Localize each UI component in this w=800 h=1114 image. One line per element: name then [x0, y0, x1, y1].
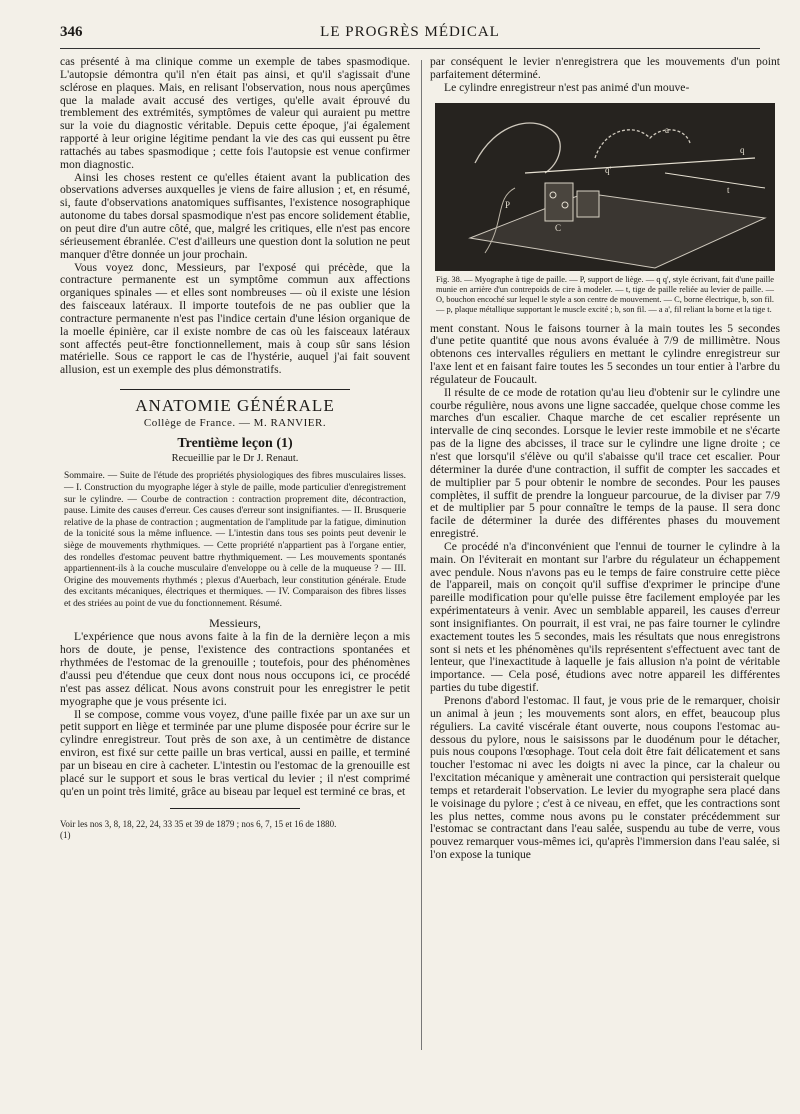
lecture-title: Trentième leçon (1): [177, 435, 293, 451]
figure-caption: Fig. 38. — Myographe à tige de paille. — P, support de liège. — q q', style écrivant, fait d'une paille munie en arrière d'un contrepoids de cire à modeler. — t, tige de paille reliée au levier de paille. — O, bouchon encoché sur lequel le style a son centre de mouvement. — C, borne électrique, b, son fil. — p, plaque métallique supportant le muscle excité ; b, son fil. — a a', fil reliant la borne et la tige t.: [436, 274, 774, 314]
myograph-figure: [435, 103, 775, 271]
right-column: [430, 56, 780, 862]
figure-label: a: [665, 124, 669, 135]
page-header: [60, 22, 760, 49]
figure-label: t: [727, 184, 730, 195]
section-rule: [120, 389, 350, 390]
paragraph: L'expérience que nous avons faite à la fin de la dernière leçon a mis hors de doute, je pense, l'existence des contractions spontanées et rhythmées de l'estomac de la grenouille ; toutefois, pour des phénomènes d'aussi peu d'étendue que ceux dont nous nous occupons ici, ce procédé n'est pas assez délicat. Nous avons construit pour les enregistrer le petit myographe que je vous présente ici.: [60, 630, 410, 708]
paragraph: Vous voyez donc, Messieurs, par l'exposé qui précède, que la contracture permanente est un symptôme commun aux affections organiques spinales — et elles sont nombreuses — où il existe une lésion des faisceaux latéraux. Il importe toutefois de ne pas oublier que la contracture permanente n'est pas l'indice certain d'une lésion organique de la moelle épinière, car il existe nombre de cas où les faisceaux latéraux sont affectés peut-être fonctionnellement, mais à coup sûr sans lésion matérielle. Sous ce rapport le cas de l'hystérie, auquel j'ai fait souvent allusion, est un exemple des plus démonstratifs.: [60, 260, 410, 377]
salutation: Messieurs,: [209, 615, 261, 630]
myograph-illustration: [435, 103, 775, 271]
figure-label: q': [605, 164, 612, 175]
paragraph: Ainsi les choses restent ce qu'elles étaient avant la publication des observations adverses auxquelles je viens de faire allusion ; et, en résumé, si, faute d'observations anatomiques suffisantes, l'existence nosographique autonome du tabes dorsal spasmodique n'est pas encore solidement établie, on peut dire d'un autre côté, que, malgré les critiques, elle n'est pas encore sérieusement ébranlée. C'est d'ailleurs une question dont la solution ne peut manquer d'être donnée un jour prochain.: [60, 170, 410, 261]
paragraph: Il se compose, comme vous voyez, d'une paille fixée par un axe sur un petit support en liège et terminée par une plume disposée pour écrire sur le cylindre enregistreur. Tout près de son axe, à un centimètre de distance environ, est fixé sur cette paille un bras vertical, aussi en paille, et terminé par un biseau en cire à cacheter. L'intestin ou l'estomac de la grenouille est placé sur le support et sous le bras vertical du levier ; il n'est comprimé qu'en un point très limité, grâce au biseau par lequel est terminé ce bras, et: [60, 707, 410, 798]
running-title: LE PROGRÈS MÉDICAL: [320, 24, 500, 40]
figure-label: C: [555, 222, 562, 233]
page-number: 346: [60, 24, 83, 40]
footnote-text: Voir les nos 3, 8, 18, 22, 24, 33 35 et 39 de 1879 ; nos 6, 7, 15 et 16 de 1880.: [60, 819, 337, 830]
section-title: ANATOMIE GÉNÉRALE: [135, 396, 335, 416]
left-column: [60, 56, 410, 841]
figure-label: P: [505, 199, 511, 210]
figure-label: q: [740, 144, 745, 155]
college-line: Collège de France. — M. RANVIER.: [143, 416, 327, 429]
paragraph: ment constant. Nous le faisons tourner à la main toutes les 5 secondes d'une petite quantité que nous avons évaluée à 7/9 de millimètre. Nous obtenons ces intervalles réguliers en mettant le cylindre enregistreur sur l'axe lent et en faisant faire toutes les 5 secondes un tour entier à l'arbre du régulateur de Foucault.: [430, 321, 780, 386]
paragraph: Prenons d'abord l'estomac. Il faut, je vous prie de le remarquer, choisir un animal à jeun ; les mouvements sont alors, en effet, beaucoup plus réguliers. La cavité viscérale étant ouverte, nous coupons l'estomac au-dessous du pylore, nous le saisissons par le duodénum pour le détacher, puis nous coupons l'œsophage. Tout cela doit être fait délicatement et sans toucher l'estomac ni avec les doigts ni avec la pince, car la chaleur ou l'excitation mécanique y amènerait une contraction qui persisterait quelque temps et retarderait l'observation. Le levier du myographe sera placé dans le voisinage du pylore ; c'est à ce niveau, en effet, que les contractions sont les plus nettes, comme nous avons pu le constater précédemment sur l'estomac se contractant dans l'eau salée, suspendu au tube de verre, vous pouvez remarquer vous-mêmes ici, qu'après l'immersion dans l'eau salée, si l'on expose la tunique: [430, 694, 780, 862]
footnote: [60, 819, 410, 841]
paragraph: Il résulte de ce mode de rotation qu'au lieu d'obtenir sur le cylindre une courbe régulière, nous avons une ligne saccadée, quelque chose comme les marches d'un escalier. Chaque marche de cet escalier représente un intervalle de cinq secondes. Lorsque le levier reste immobile et ne s'écarte pas de la ligne des abcisses, il trace sur le cylindre une ligne droite ; ce n'est que lorsqu'il s'élève ou qu'il s'abaisse qu'il trace cet escalier. Pour déterminer la durée d'une contraction, il suffit de compter les saccades et de multiplier par 5 pour obtenir le nombre de secondes. Pour les pauses complètes, il suffit de prendre la longueur parcourue, de la diviser par 7/9 et de multiplier par 5 pour connaître le temps de la pause. Il sera donc facile de déterminer la durée des différentes phases du mouvement enregistré.: [430, 385, 780, 541]
footnote-rule: [170, 808, 300, 809]
paragraph: Ce procédé n'a d'inconvénient que l'ennui de tourner le cylindre à la main. On l'éviterait en montant sur l'arbre du régulateur un échappement avec pendule. Nous n'avons pas eu le temps de faire construire cette pièce de l'appareil, mais on conçoit qu'il suffise d'exprimer le principe d'une pareille modification pour qu'elle puisse être facilement employée par les expérimentateurs à venir. Avec un semblable appareil, les causes d'erreur sont insignifiantes. On pourrait, il est vrai, ne pas faire tourner le cylindre exactement toutes les 5 secondes, mais les résultats que nous enregistrons sont si nets et les phénomènes qu'ils représentent s'effectuent avec tant de lenteur, que l'inexactitude à laquelle je fais allusion n'a point de véritable importance. — Cela posé, étudions avec notre appareil les différentes parties du tube digestif.: [430, 539, 780, 695]
column-divider: [421, 60, 422, 1050]
paragraph: Le cylindre enregistreur n'est pas animé d'un mouve-: [444, 80, 690, 94]
footnote-mark: (1): [60, 830, 71, 841]
recorder-line: Recueillie par le Dr J. Renaut.: [171, 452, 299, 464]
summary: Sommaire. — Suite de l'étude des propriétés physiologiques des fibres musculaires lisses. — I. Construction du myographe léger à style de paille, mode particulier d'enregistrement sur le cylindre. — Courbe de contraction : contraction proprement dite, décontraction, pause. Limite des causes d'erreur. Ces causes d'erreur sont insignifiantes. — II. Brusquerie relative de la phase de contraction ; augmentation de l'amplitude par la fatigue, diminution de la tonicité sous la même influence. — L'intestin dans tous ses points peut devenir le siège de mouvements rhythmiques. — Cette propriété n'appartient pas à l'organe entier, des rondelles d'estomac peuvent battre rhythmiquement. — Les mouvements spontanés appartiennent-ils à la couche musculaire d'enveloppe ou à celle de la muqueuse ? — III. Origine des mouvements rhythmés ; plexus d'Auerbach, leur constitution générale. Etude des excitants mécaniques, électriques et thermiques. — IV. Comparaison des fibres lisses et des striées au point de vue du fonctionnement. Résumé.: [64, 471, 406, 609]
paragraph: par conséquent le levier n'enregistrera que les mouvements d'un point parfaitement déterminé.: [430, 55, 780, 81]
paragraph: cas présenté à ma clinique comme un exemple de tabes spasmodique. L'autopsie démontra qu'il n'en était pas ainsi, et qu'il s'agissait d'une sclérose en plaques. Mais, en relisant l'observation, nous nous aperçûmes que la malade avait accusé des vertiges, qu'elle avait éprouvé du tremblement des extrémités, symptômes de valeur qui auraient pu mettre sur la voie du diagnostic véritable. Depuis cette époque, j'ai également rapporté à leur origine légitime pendant la vie des cas qui eussent pu être rattachés au tabes spasmodique ; cette fois l'autopsie est venue confirmer mon diagnostic.: [60, 55, 410, 171]
